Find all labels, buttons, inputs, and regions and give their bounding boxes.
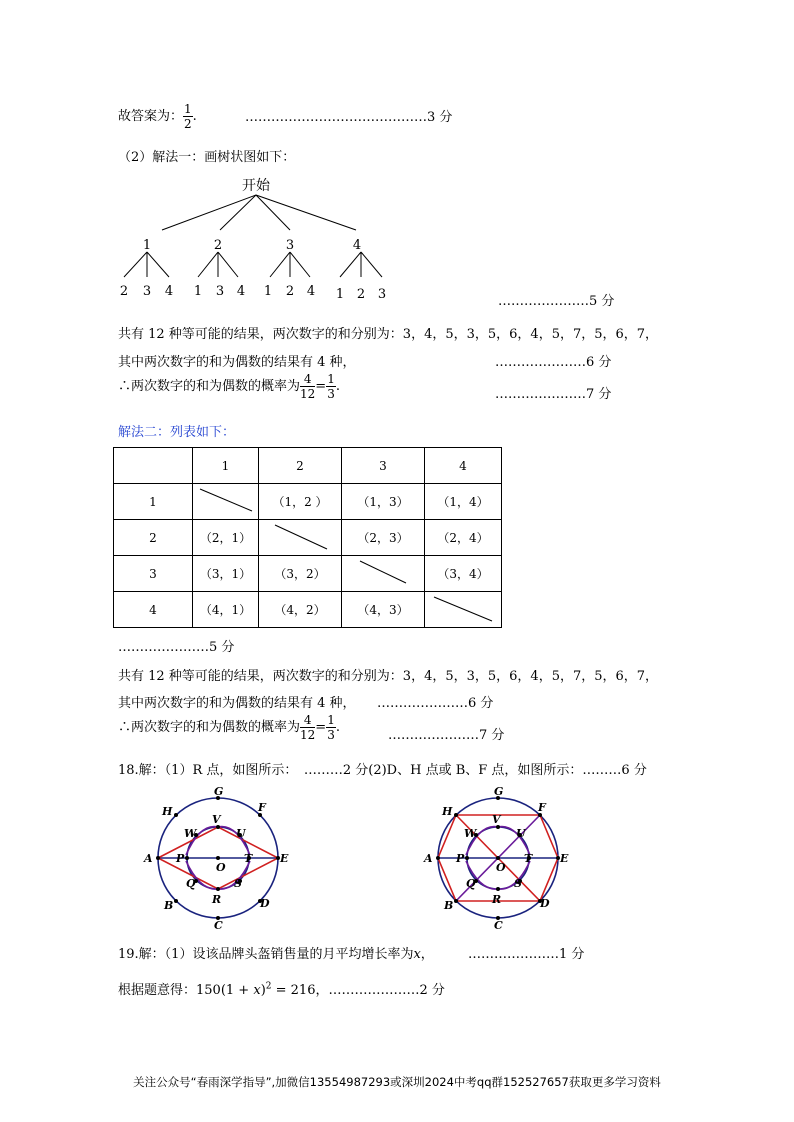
footer-notice: 关注公众号“春雨深学指导”,加微信13554987293或深圳2024中考qq群152527657获取更多学习资料 bbox=[133, 1075, 661, 1089]
label-V: V bbox=[492, 813, 501, 826]
label-E: E bbox=[280, 852, 289, 865]
label-H: H bbox=[442, 805, 453, 818]
label-U: U bbox=[236, 827, 246, 840]
diagonal-cell bbox=[193, 484, 259, 520]
label-Q: Q bbox=[466, 877, 476, 890]
tree-first-4: 4 bbox=[352, 238, 362, 253]
score-3: ……………………………………3 分 bbox=[245, 110, 453, 125]
tree-leaf: 3 bbox=[142, 284, 152, 299]
label-W: W bbox=[464, 827, 477, 840]
tree-root: 开始 bbox=[242, 178, 270, 194]
label-O: O bbox=[216, 861, 226, 874]
tree-first-3: 3 bbox=[285, 238, 295, 253]
method2-title: 解法二：列表如下： bbox=[118, 425, 236, 440]
q19-score1: …………………1 分 bbox=[468, 947, 585, 962]
tree-leaf: 3 bbox=[215, 284, 225, 299]
circle-figure-2 bbox=[420, 783, 580, 933]
m2-score6: …………………6 分 bbox=[377, 696, 494, 711]
diagonal-cell bbox=[425, 592, 502, 628]
label-F: F bbox=[258, 801, 266, 814]
m1-line1: 共有 12 种等可能的结果，两次数字的和分别为：3，4，5，3，5，6，4，5，7，5，6，7， bbox=[118, 327, 659, 342]
table-row: 2 （2，1） （2，3） （2，4） bbox=[114, 520, 502, 556]
fraction: $\frac{1}{2}$ bbox=[184, 102, 192, 131]
score-5: …………………5 分 bbox=[498, 294, 615, 309]
label-T: T bbox=[524, 852, 533, 865]
q19-line1: 19.解：（1）设该品牌头盔销售量的月平均增长率为x， bbox=[118, 947, 434, 962]
tree-leaf: 1 bbox=[193, 284, 203, 299]
q18-text: 18.解：（1）R 点，如图所示： ………2 分(2)D、H 点或 B、F 点，如图所示：………6 分 bbox=[118, 763, 647, 778]
label-O: O bbox=[496, 861, 506, 874]
outcome-table bbox=[113, 447, 502, 628]
label-D: D bbox=[260, 897, 270, 910]
m2-score7: …………………7 分 bbox=[388, 728, 505, 743]
label-R: R bbox=[212, 893, 222, 906]
tree-leaf: 4 bbox=[306, 284, 316, 299]
label-Q: Q bbox=[186, 877, 196, 890]
table-row: 1 （1，2 ） （1，3） （1，4） bbox=[114, 484, 502, 520]
label-B: B bbox=[164, 899, 174, 912]
label-D: D bbox=[540, 897, 550, 910]
label-E: E bbox=[560, 852, 569, 865]
label-S: S bbox=[234, 877, 242, 890]
answer-line: 故答案为： $\frac{1}{2}$ . bbox=[118, 102, 197, 131]
table-header-row: 1 2 3 4 bbox=[114, 448, 502, 484]
m2-line2: 其中两次数字的和为偶数的结果有 4 种， bbox=[118, 696, 356, 711]
m2-line1: 共有 12 种等可能的结果，两次数字的和分别为：3，4，5，3，5，6，4，5，7，5，6，7， bbox=[118, 669, 659, 684]
tree-leaf: 1 bbox=[335, 287, 345, 302]
table-row: 3 （3，1） （3，2） （3，4） bbox=[114, 556, 502, 592]
label-A: A bbox=[424, 852, 433, 865]
tree-diagram bbox=[110, 170, 400, 310]
method1-title: （2）解法一：画树状图如下： bbox=[118, 150, 296, 165]
label-C: C bbox=[494, 919, 503, 932]
label-U: U bbox=[516, 827, 526, 840]
diagonal-cell bbox=[259, 520, 342, 556]
m1-line3: ∴两次数字的和为偶数的概率为 $\frac{4}{12}$ = $\frac{1}{3}$ . bbox=[118, 372, 340, 401]
label-V: V bbox=[212, 813, 221, 826]
table-score5: …………………5 分 bbox=[118, 640, 235, 655]
table-row: 4 （4，1） （4，2） （4，3） bbox=[114, 592, 502, 628]
m1-score7: …………………7 分 bbox=[495, 387, 612, 402]
m1-line2: 其中两次数字的和为偶数的结果有 4 种， bbox=[118, 355, 356, 370]
tree-leaf: 1 bbox=[263, 284, 273, 299]
tree-leaf: 2 bbox=[356, 287, 366, 302]
label-S: S bbox=[514, 877, 522, 890]
label-T: T bbox=[244, 852, 253, 865]
tree-leaf: 2 bbox=[119, 284, 129, 299]
label-R: R bbox=[492, 893, 502, 906]
label-B: B bbox=[444, 899, 454, 912]
label-F: F bbox=[538, 801, 546, 814]
label-G: G bbox=[214, 785, 224, 798]
label-A: A bbox=[144, 852, 153, 865]
tree-leaf: 4 bbox=[164, 284, 174, 299]
m2-line3: ∴两次数字的和为偶数的概率为 $\frac{4}{12}$ = $\frac{1}{3}$ . bbox=[118, 713, 340, 742]
label-W: W bbox=[184, 827, 197, 840]
tree-branches bbox=[124, 195, 382, 277]
tree-first-1: 1 bbox=[142, 238, 152, 253]
label-C: C bbox=[214, 919, 223, 932]
m1-score6: …………………6 分 bbox=[495, 355, 612, 370]
tree-leaf: 3 bbox=[377, 287, 387, 302]
label-P: P bbox=[456, 852, 465, 865]
tree-first-2: 2 bbox=[213, 238, 223, 253]
diagonal-cell bbox=[342, 556, 425, 592]
circle-figure-1 bbox=[140, 783, 300, 933]
q19-line2: 根据题意得：$150(1 + x)^2 = 216$，…………………2 分 bbox=[118, 981, 445, 998]
tree-leaf: 4 bbox=[236, 284, 246, 299]
label-H: H bbox=[162, 805, 173, 818]
tree-leaf: 2 bbox=[285, 284, 295, 299]
label-G: G bbox=[494, 785, 504, 798]
label-P: P bbox=[176, 852, 185, 865]
